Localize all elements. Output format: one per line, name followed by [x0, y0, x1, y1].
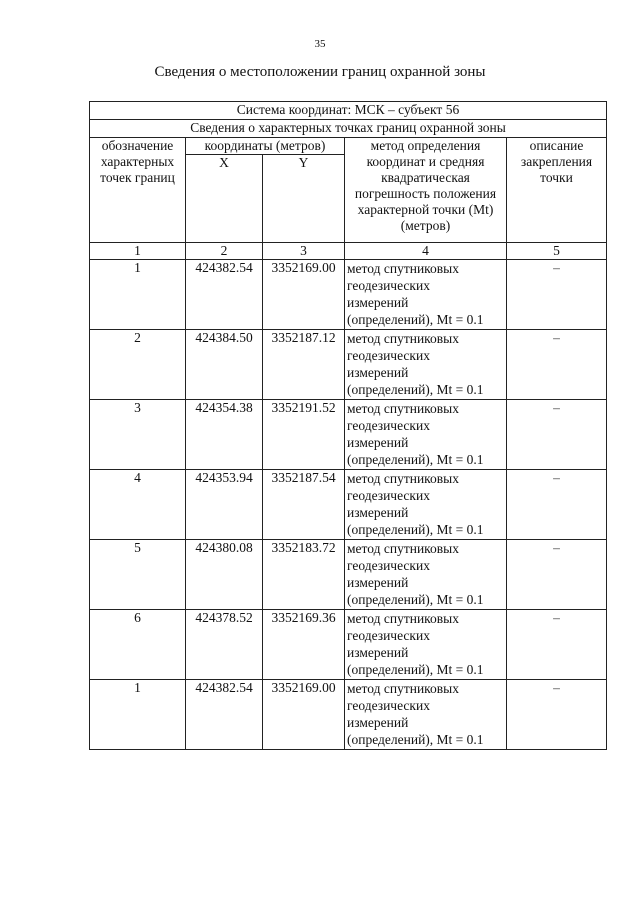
- description-cell: –: [507, 680, 607, 750]
- method-line: (определений), Mt = 0.1: [347, 312, 484, 327]
- x-coord-cell: 424382.54: [186, 260, 263, 330]
- header-y: Y: [263, 155, 345, 243]
- point-cell: 1: [90, 680, 186, 750]
- y-coord-cell: 3352169.00: [263, 260, 345, 330]
- x-coord-cell: 424354.38: [186, 400, 263, 470]
- method-line: (определений), Mt = 0.1: [347, 662, 484, 677]
- method-line: (определений), Mt = 0.1: [347, 522, 484, 537]
- method-line: измерений: [347, 435, 409, 450]
- method-cell: [345, 610, 507, 680]
- method-line: метод спутниковых: [347, 471, 459, 486]
- method-line: измерений: [347, 295, 409, 310]
- column-number: 1: [90, 243, 186, 260]
- method-cell: [345, 470, 507, 540]
- point-cell: 3: [90, 400, 186, 470]
- table-row: [90, 102, 607, 120]
- y-coord-cell: 3352187.54: [263, 470, 345, 540]
- table-row: [90, 470, 607, 540]
- method-line: измерений: [347, 575, 409, 590]
- x-coord-cell: 424384.50: [186, 330, 263, 400]
- method-line: геодезических: [347, 488, 430, 503]
- table-row: [90, 680, 607, 750]
- method-line: геодезических: [347, 698, 430, 713]
- method-line: измерений: [347, 505, 409, 520]
- header-point: обозначение характерных точек границ: [90, 138, 186, 243]
- x-coord-cell: 424378.52: [186, 610, 263, 680]
- y-coord-cell: 3352169.00: [263, 680, 345, 750]
- x-coord-cell: 424353.94: [186, 470, 263, 540]
- y-coord-cell: 3352169.36: [263, 610, 345, 680]
- method-cell: [345, 540, 507, 610]
- method-line: геодезических: [347, 278, 430, 293]
- table-header-row: [90, 138, 607, 155]
- table-row: [90, 260, 607, 330]
- point-cell: 5: [90, 540, 186, 610]
- table-row: [90, 400, 607, 470]
- point-cell: 2: [90, 330, 186, 400]
- y-coord-cell: 3352183.72: [263, 540, 345, 610]
- description-cell: –: [507, 610, 607, 680]
- method-line: измерений: [347, 365, 409, 380]
- page-number: 35: [314, 38, 326, 50]
- y-coord-cell: 3352187.12: [263, 330, 345, 400]
- description-cell: –: [507, 330, 607, 400]
- description-cell: –: [507, 540, 607, 610]
- method-line: метод спутниковых: [347, 331, 459, 346]
- table-row: [90, 120, 607, 138]
- description-cell: –: [507, 470, 607, 540]
- table-row: [90, 540, 607, 610]
- section-title-cell: Сведения о характерных точках границ охранной зоны: [90, 120, 607, 138]
- method-line: метод спутниковых: [347, 401, 459, 416]
- method-line: измерений: [347, 645, 409, 660]
- header-description: описание закрепления точки: [507, 138, 607, 243]
- column-number: 5: [507, 243, 607, 260]
- method-cell: [345, 680, 507, 750]
- header-method: метод определения координат и средняя квадратическая погрешность положения характерной точки (Mt) (метров): [345, 138, 507, 243]
- x-coord-cell: 424382.54: [186, 680, 263, 750]
- method-line: (определений), Mt = 0.1: [347, 452, 484, 467]
- header-coords: координаты (метров): [186, 138, 345, 155]
- method-line: геодезических: [347, 628, 430, 643]
- column-numbers-row: [90, 243, 607, 260]
- column-number: 2: [186, 243, 263, 260]
- method-line: геодезических: [347, 558, 430, 573]
- column-number: 3: [263, 243, 345, 260]
- table-row: [90, 610, 607, 680]
- y-coord-cell: 3352191.52: [263, 400, 345, 470]
- coordinates-table: [89, 101, 607, 750]
- description-cell: –: [507, 400, 607, 470]
- header-x: X: [186, 155, 263, 243]
- x-coord-cell: 424380.08: [186, 540, 263, 610]
- method-line: геодезических: [347, 418, 430, 433]
- method-line: (определений), Mt = 0.1: [347, 382, 484, 397]
- point-cell: 4: [90, 470, 186, 540]
- method-line: метод спутниковых: [347, 261, 459, 276]
- coordinate-system-cell: Система координат: МСК – субъект 56: [90, 102, 607, 120]
- method-line: измерений: [347, 715, 409, 730]
- page-title: Сведения о местоположении границ охранной зоны: [154, 64, 486, 80]
- column-number: 4: [345, 243, 507, 260]
- method-line: метод спутниковых: [347, 681, 459, 696]
- description-cell: –: [507, 260, 607, 330]
- method-cell: [345, 260, 507, 330]
- method-cell: [345, 400, 507, 470]
- method-line: (определений), Mt = 0.1: [347, 592, 484, 607]
- table-row: [90, 330, 607, 400]
- method-cell: [345, 330, 507, 400]
- method-line: (определений), Mt = 0.1: [347, 732, 484, 747]
- method-line: геодезических: [347, 348, 430, 363]
- method-line: метод спутниковых: [347, 611, 459, 626]
- method-line: метод спутниковых: [347, 541, 459, 556]
- point-cell: 6: [90, 610, 186, 680]
- point-cell: 1: [90, 260, 186, 330]
